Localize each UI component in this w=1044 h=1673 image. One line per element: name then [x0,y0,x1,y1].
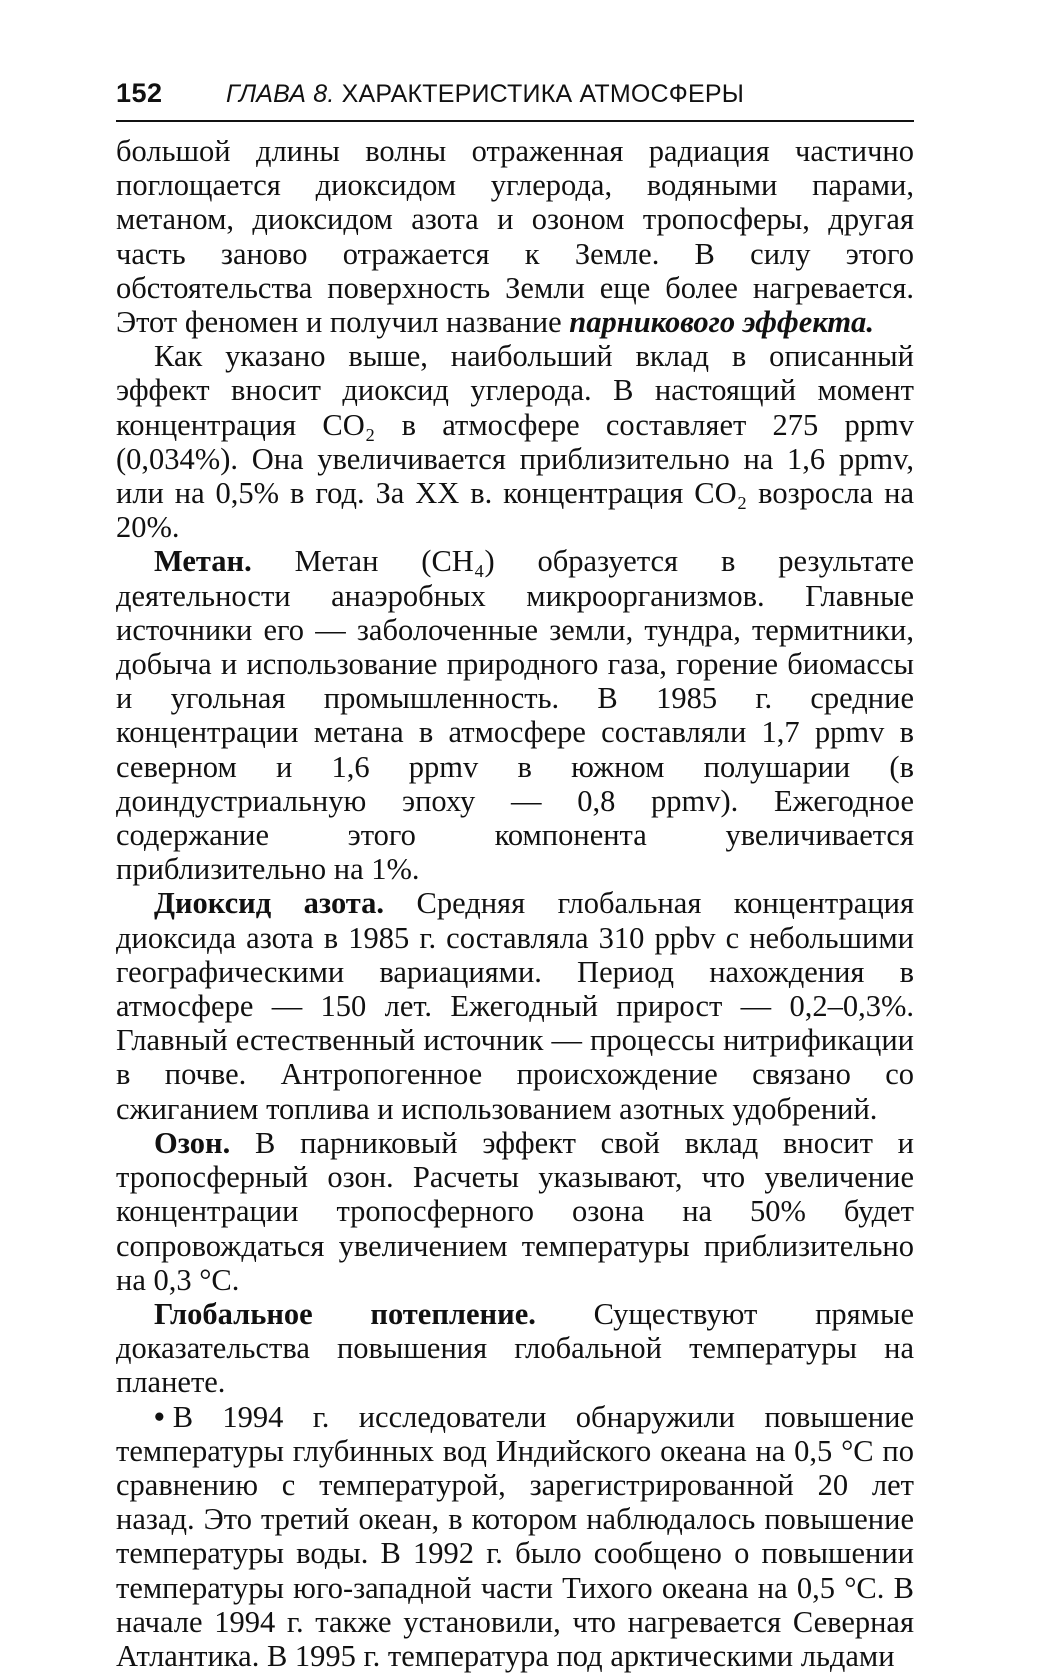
chapter-label: ГЛАВА 8. [226,80,335,108]
paragraph-lead: Метан. [154,544,252,579]
paragraph-lead: Диоксид азота. [154,886,385,921]
body-text [116,134,914,1673]
page-number: 152 [116,78,163,108]
bullet-icon: • [154,1399,165,1434]
paragraph-text: Как указано выше, наибольший вклад в описанный эффект вносит диоксид углерода. В настоящий момент концентрация CO₂ в атмосфере составляет 275 ppmv (0,034%). Она увеличивается приблизительно на 1,6 ppmv, или на 0,5% в год. За XX в. концентрация CO₂ возросла на 20%. [116,339,914,545]
paragraph-text: Метан (CH₄) образуется в результате деятельности анаэробных микроорганизмов. Главные источники его — заболоченные земли, тундра, термитники, добыча и использование природного газа, горение биомассы и угольная промышленность. В 1985 г. средние концентрации метана в атмосфере составляли 1,7 ppmv в северном и 1,6 ppmv в южном полушарии (в доиндустриальную эпоху — 0,8 ppmv). Ежегодное содержание этого компонента увеличивается приблизительно на 1%. [116,544,914,887]
key-term: парникового эффекта [569,305,867,340]
paragraph [116,134,914,339]
paragraph [116,886,914,1125]
paragraph-text: большой длины волны отраженная радиация частично поглощается диоксидом углерода, водяными парами, метаном, диоксидом азота и озоном тропосферы, другая часть заново отражается к Земле. В силу этого обстоятельства поверхность Земли еще более нагревается. Этот феномен и получил название [116,134,914,340]
paragraph-text: Существуют прямые доказательства повышения глобальной температуры на планете. [116,1296,914,1400]
paragraph [116,1297,914,1400]
paragraph-lead: Озон. [154,1125,231,1160]
running-header [116,78,914,122]
paragraph-end: . [866,305,874,340]
paragraph [116,1126,914,1297]
paragraph-text: В 1994 г. исследователи обнаружили повышение температуры глубинных вод Индийского океана на 0,5 °С по сравнению с температурой, зарегистрированной 20 лет назад. Это третий океан, в котором наблюдалось повышение температуры воды. В 1992 г. было сообщено о повышении температуры юго-западной части Тихого океана на 0,5 °С. В начале 1994 г. также установили, что нагревается Северная Атлантика. В 1995 г. температура под арктическими льдами [116,1399,914,1673]
paragraph-text: В парниковый эффект свой вклад вносит и тропосферный озон. Расчеты указывают, что увеличение концентрации тропосферного озона на 50% будет сопровождаться увеличением температуры приблизительно на 0,3 °С. [116,1125,914,1297]
paragraph [116,339,914,544]
paragraph-text: Средняя глобальная концентрация диоксида азота в 1985 г. составляла 310 ppbv с небольшими географическими вариациями. Период нахождения в атмосфере — 150 лет. Ежегодный прирост — 0,2–0,3%. Главный естественный источник — процессы нитрификации в почве. Антропогенное происхождение связано со сжиганием топлива и использованием азотных удобрений. [116,886,914,1126]
chapter-title: ХАРАКТЕРИСТИКА АТМОСФЕРЫ [341,80,745,108]
paragraph-lead: Глобальное потепление. [154,1296,536,1331]
running-head [226,80,744,109]
bullet-paragraph [116,1400,914,1673]
book-page [116,78,914,1673]
paragraph [116,544,914,886]
